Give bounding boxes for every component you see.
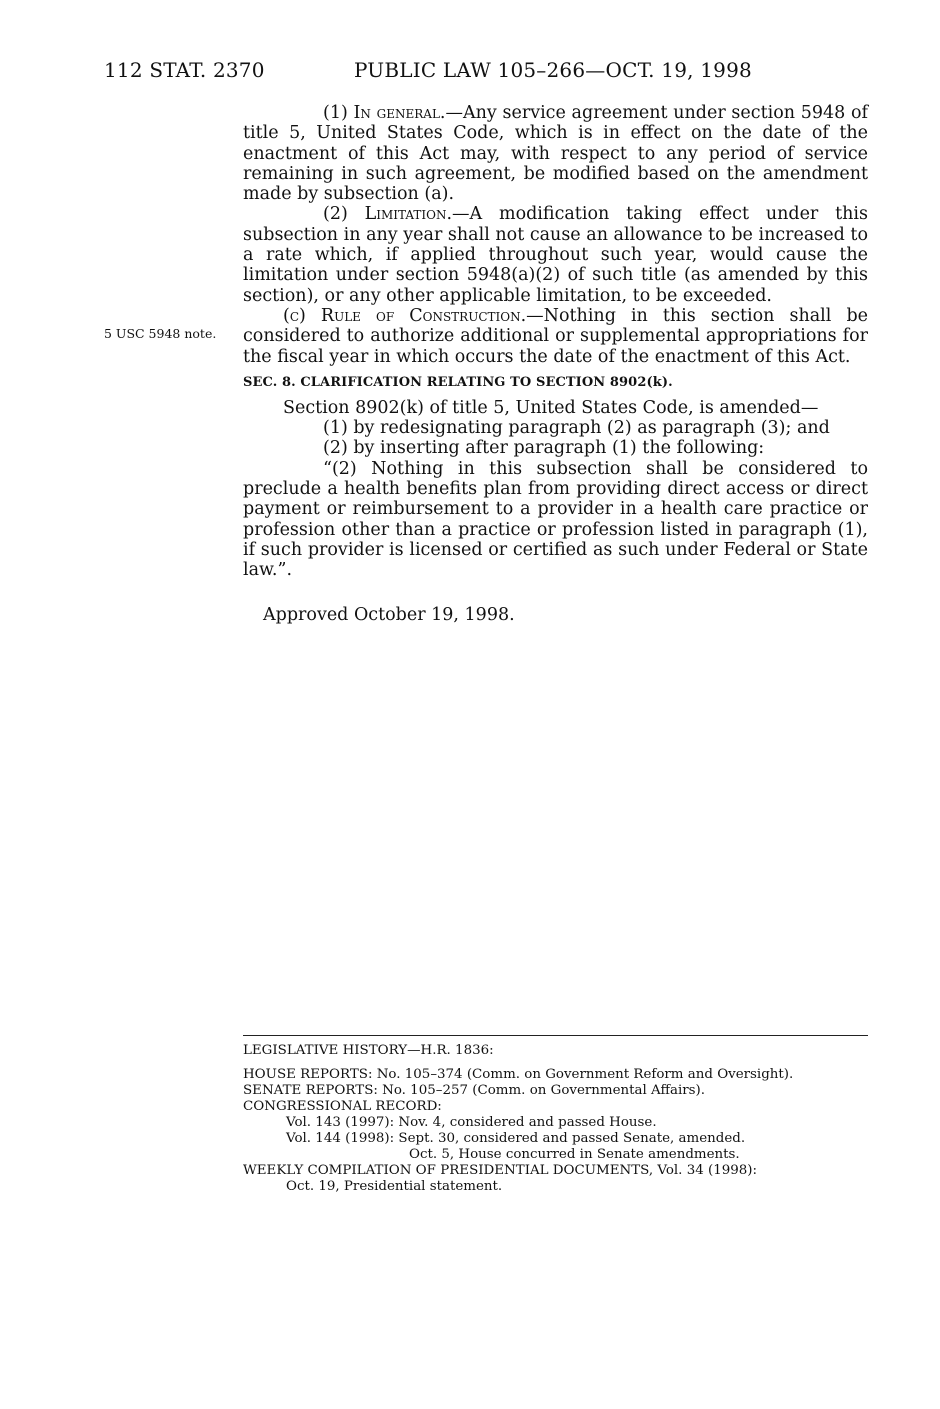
section-8-item-1: (1) by redesignating paragraph (2) as paragraph (3); and <box>323 418 830 439</box>
approval-date: Approved October 19, 1998. <box>263 604 515 625</box>
document-body <box>243 103 868 625</box>
record-oct-5: Oct. 5, House concurred in Senate amendments. <box>409 1147 740 1162</box>
margin-note: 5 USC 5948 note. <box>104 326 217 341</box>
section-heading: SEC. 8. CLARIFICATION RELATING TO SECTION 8902(k). <box>243 374 673 390</box>
section-8-item-2: (2) by inserting after paragraph (1) the following: <box>323 438 765 459</box>
stat-citation: 112 STAT. 2370 <box>104 58 265 82</box>
paragraph-label: (c) Rule of Construction. <box>283 305 527 326</box>
section-8-quoted-text: “(2) Nothing in this subsection shall be considered to preclude a health benefits plan from providing direct access or direct payment or reimbursement to a provider in a health care practice or profession other than a practice or profession listed in paragraph (1), if such provider is licensed or certified as such under Federal or State law.”. <box>243 458 868 581</box>
paragraph-rule-of-construction <box>243 306 868 367</box>
paragraph-in-general <box>243 103 868 204</box>
public-law-title: PUBLIC LAW 105–266—OCT. 19, 1998 <box>354 58 752 82</box>
congressional-record: CONGRESSIONAL RECORD: <box>243 1099 442 1114</box>
paragraph-text: —A modification taking effect under this subsection in any year shall not cause an allowance to be increased to a rate which, if applied throughout such year, would cause the limitation under section 5948(a)(2) of such title (as amended by this section), or any other applicable limitation, to be exceeded. <box>243 204 868 306</box>
paragraph-text: —Any service agreement under section 5948 of title 5, United States Code, which is in effect on the date of the enactment of this Act may, with respect to any period of service remaining in such agreement, be modified based on the amendment made by subsection (a). <box>243 103 868 205</box>
record-vol-144: Vol. 144 (1998): Sept. 30, considered and passed Senate, amended. <box>286 1131 746 1146</box>
paragraph-label: (1) In general. <box>323 103 446 123</box>
paragraph-text: —Nothing in this section shall be considered to authorize additional or supplemental appropriations for the fiscal year in which occurs the date of the enactment of this Act. <box>243 305 869 367</box>
weekly-compilation: WEEKLY COMPILATION OF PRESIDENTIAL DOCUMENTS, Vol. 34 (1998): <box>243 1163 758 1178</box>
paragraph-limitation <box>243 204 868 305</box>
page-header <box>104 58 764 84</box>
section-8-intro: Section 8902(k) of title 5, United States Code, is amended— <box>283 397 819 418</box>
legislative-history <box>243 1035 868 1195</box>
presidential-statement: Oct. 19, Presidential statement. <box>286 1179 503 1194</box>
record-vol-143: Vol. 143 (1997): Nov. 4, considered and passed House. <box>286 1115 657 1130</box>
history-title: LEGISLATIVE HISTORY—H.R. 1836: <box>243 1043 494 1058</box>
paragraph-label: (2) Limitation. <box>323 204 453 225</box>
house-reports: HOUSE REPORTS: No. 105–374 (Comm. on Government Reform and Oversight). <box>243 1067 794 1082</box>
senate-reports: SENATE REPORTS: No. 105–257 (Comm. on Governmental Affairs). <box>243 1083 706 1098</box>
